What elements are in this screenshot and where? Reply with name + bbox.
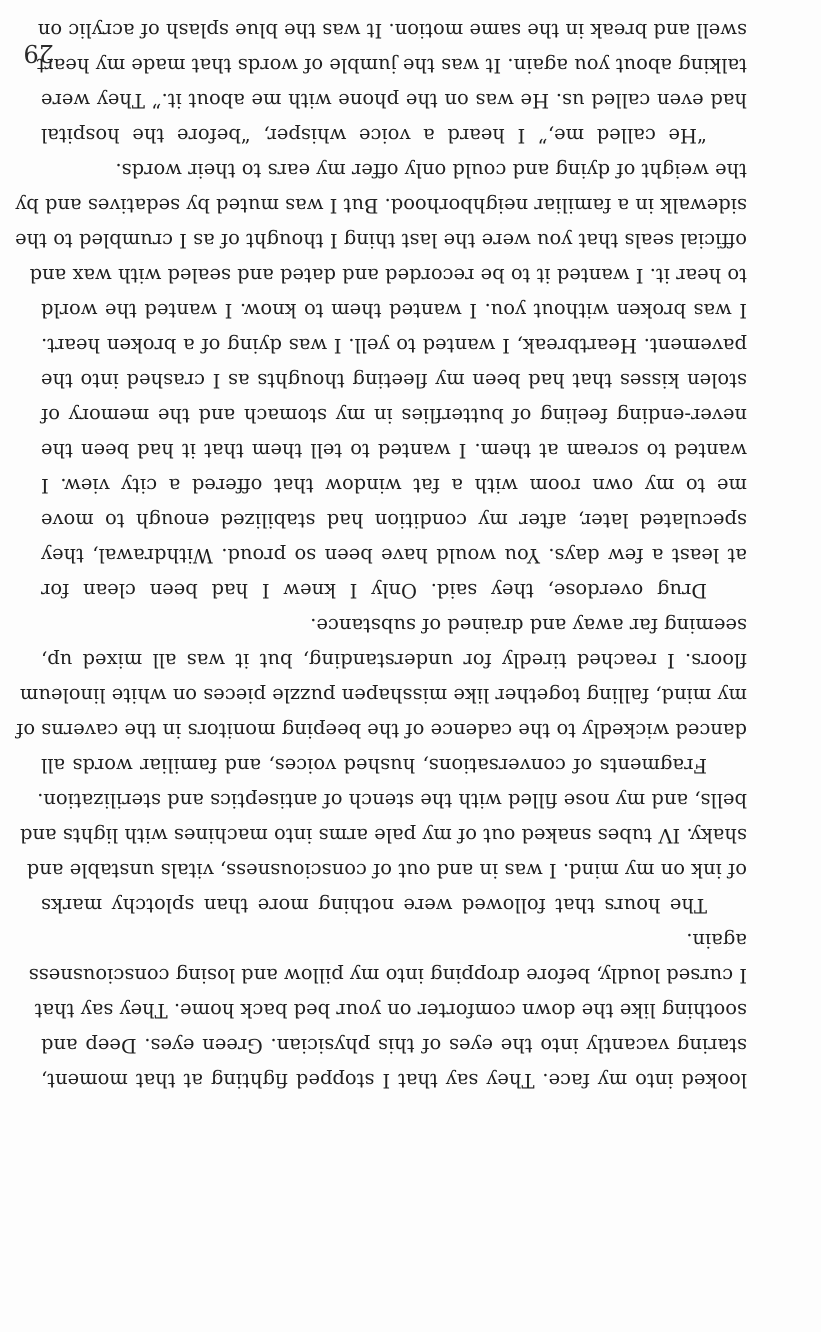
text-line: sidewalk in a familiar neighborhood. But I was muted by sedatives and by [15,194,747,217]
text-line: The hours that followed were nothing more than splotchy marks [41,894,707,917]
text-line: soothing like the down comforter on your bed back home. They say that [34,999,747,1022]
text-line: stolen kisses that had been my fleeting thoughts as I crashed into the [41,369,747,392]
text-line: to hear it. I wanted it to be recorded and dated and sealed with wax and [29,264,747,287]
text-line: talking about you again. It was the jumble of words that made my heart [36,54,747,77]
text-line: I was broken without you. I wanted them to know. I wanted the world [41,299,747,322]
text-line: pavement. Heartbreak, I wanted to yell. I was dying of a broken heart. [41,334,747,357]
text-line: speculated later, after my condition had stabilized enough to move [41,509,747,532]
text-line: wanted to scream at them. I wanted to tell them that it had been the [41,439,747,462]
text-line: looked into my face. They say that I stopped fighting at that moment, [41,1069,747,1092]
text-line: again. [686,929,747,952]
text-line: Drug overdose, they said. Only I knew I had been clean for [41,579,707,602]
text-line: floors. I reached tiredly for understanding, but it was all mixed up, [41,649,747,672]
text-line: at least a few days. You would have been so proud. Withdrawal, they [41,544,747,567]
text-line: shaky. IV tubes snaked out of my pale arms into machines with lights and [19,824,747,847]
text-line: the weight of dying and could only offer my ears to their words. [115,159,747,182]
text-line: swell and break in the same motion. It was the blue splash of acrylic on [37,19,747,42]
text-line: danced wickedly to the cadence of the beeping monitors in the caverns of [16,719,747,742]
page-number: 29 [23,39,54,67]
text-line: I cursed loudly, before dropping into my pillow and losing consciousness [28,964,747,987]
text-line: bells, and my nose filled with the stench of antiseptics and sterilization. [37,789,747,812]
text-line: “He called me,” I heard a voice whisper, “before the hospital [41,124,707,147]
text-line: me to my own room with a fat window that offered a city view. I [41,474,747,497]
text-line: Fragments of conversations, hushed voices, and familiar words all [41,754,707,777]
text-line: staring vacantly into the eyes of this physician. Green eyes. Deep and [41,1034,747,1057]
text-line: had even called us. He was on the phone with me about it.” They were [41,89,747,112]
text-line: never-ending feeling of butterflies in my stomach and the memory of [41,404,747,427]
text-line: of ink on my mind. I was in and out of consciousness, vitals unstable and [26,859,747,882]
text-line: my mind, falling together like misshapen puzzle pieces on white linoleum [19,684,747,707]
text-line: official seals that you were the last thing I thought of as I crumbled to the [15,229,747,252]
text-line: seeming far away and drained of substance. [310,614,747,637]
